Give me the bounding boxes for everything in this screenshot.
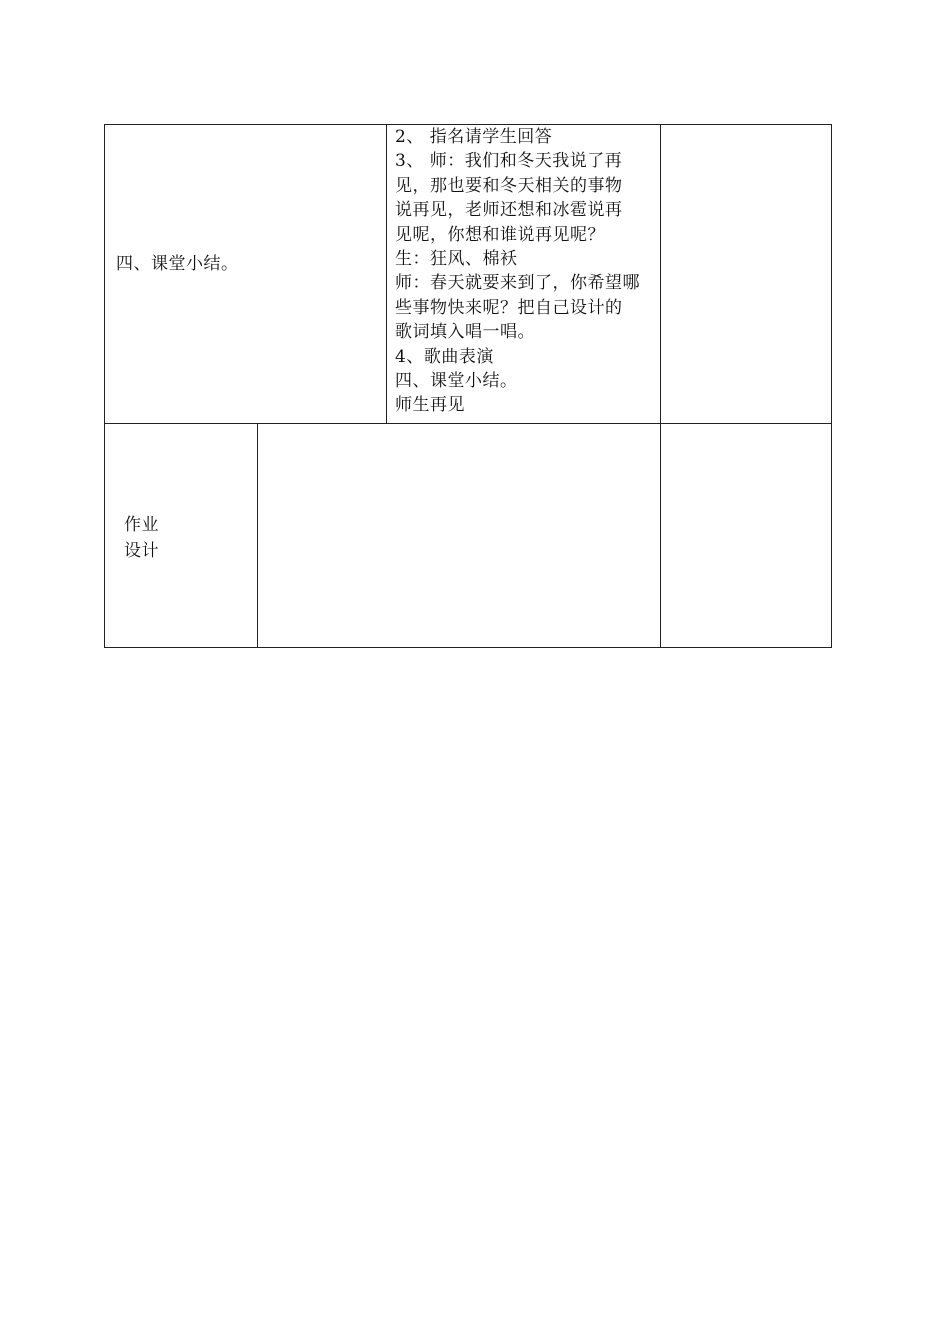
table-bottom-border: [104, 647, 832, 648]
homework-label-line: 设计: [124, 541, 159, 561]
content-line: 些事物快来呢？把自己设计的: [395, 297, 623, 318]
homework-label-line: 作业: [124, 515, 159, 535]
content-line: 2、 指名请学生回答: [395, 127, 553, 147]
content-line: 生：狂风、棉袄: [395, 248, 518, 269]
content-line: 3、 师：我们和冬天我说了再: [395, 151, 623, 172]
content-line: 见，那也要和冬天相关的事物: [395, 175, 623, 196]
content-line: 说再见，老师还想和冰雹说再: [395, 200, 623, 221]
column-divider-homework-content: [257, 423, 258, 648]
homework-label: [124, 512, 159, 564]
content-line: 歌词填入唱一唱。: [395, 322, 535, 343]
content-line: 见呢，你想和谁说再见呢？: [395, 224, 605, 245]
column-divider-notes: [660, 124, 661, 648]
section-label: 四、课堂小结。: [116, 254, 239, 274]
content-line: 四、课堂小结。: [395, 370, 518, 391]
table-right-border: [831, 124, 832, 648]
table-left-border: [104, 124, 105, 648]
row-divider: [104, 423, 832, 424]
section-content: [395, 125, 657, 418]
content-line: 4、歌曲表演: [395, 346, 494, 367]
content-line: 师：春天就要来到了，你希望哪: [395, 273, 640, 294]
column-divider-section-content: [386, 124, 387, 424]
content-line: 师生再见: [395, 395, 465, 416]
